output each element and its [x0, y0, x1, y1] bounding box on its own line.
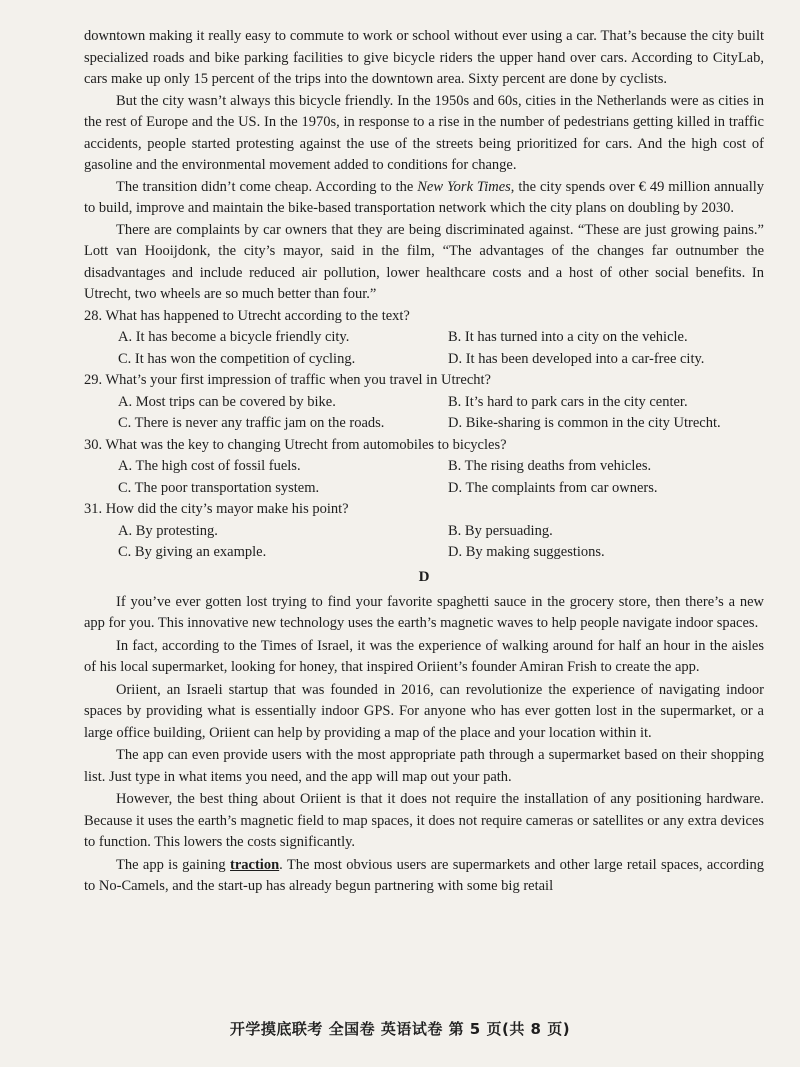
option-c: C. By giving an example.: [118, 544, 267, 560]
passage-d-paragraph-1: If you’ve ever gotten lost trying to find your favorite spaghetti sauce in the grocery store, then there’s a new app for you. This innovative new technology uses the earth’s magnetic waves to help people navigate indoor spaces.: [84, 593, 764, 631]
option-c: C. The poor transportation system.: [118, 479, 320, 496]
option-a: A. Most trips can be covered by bike.: [118, 393, 336, 410]
options: [84, 521, 764, 564]
question-stem: 28. What has happened to Utrecht according to the text?: [84, 307, 410, 324]
option-a: A. By protesting.: [118, 522, 218, 539]
option-b: B. By persuading.: [448, 522, 553, 539]
option-b: B. The rising deaths from vehicles.: [448, 458, 652, 474]
option-a: A. The high cost of fossil fuels.: [118, 458, 301, 474]
paragraph-3-text-b: , the city spends over € 49 million annually to build, improve and maintain the bike-based transportation network which the city plans on doubling by 2030.: [84, 178, 765, 216]
option-c: C. There is never any traffic jam on the roads.: [118, 415, 385, 431]
question-31: [84, 499, 764, 564]
option-d: D. By making suggestions.: [448, 544, 605, 560]
question-29: [84, 370, 764, 435]
question-stem: 29. What’s your first impression of traffic when you travel in Utrecht?: [84, 372, 491, 388]
options: [84, 392, 764, 435]
underlined-word: traction: [230, 856, 280, 873]
section-d-heading: D: [418, 568, 430, 585]
option-b: B. It’s hard to park cars in the city center.: [448, 393, 688, 410]
question-28: [84, 306, 764, 371]
paragraph-3-text-a: The transition didn’t come cheap. According to the: [116, 178, 418, 195]
passage-d-paragraph-3: Oriient, an Israeli startup that was founded in 2016, can revolutionize the experience of navigating indoor spaces by providing what is essentially indoor GPS. For anyone who has ever gotten lost in the supermarket, or a large office building, Oriient can help by providing a map of the place and your location within it.: [84, 681, 764, 741]
option-d: D. It has been developed into a car-free city.: [448, 350, 705, 367]
option-d: D. The complaints from car owners.: [448, 479, 658, 496]
options: [84, 456, 764, 499]
question-30: [84, 435, 764, 500]
page-content: [84, 26, 764, 898]
passage-d-paragraph-4: The app can even provide users with the most appropriate path through a supermarket based on their shopping list. Just type in what items you need, and the app will map out your path.: [84, 747, 764, 785]
passage-d-paragraph-2: In fact, according to the Times of Israel, it was the experience of walking around for half an hour in the aisles of his local supermarket, looking for honey, that inspired Oriient’s founder Amiran Frish to create the app.: [84, 637, 764, 675]
paragraph-6-text-a: The app is gaining: [116, 856, 231, 873]
option-b: B. It has turned into a city on the vehicle.: [448, 329, 688, 345]
passage-c-paragraph-4: There are complaints by car owners that they are being discriminated against. “These are just growing pains.” Lott van Hooijdonk, the city’s mayor, said in the film, “The advantages of the changes far outnumber the disadvantages and include reduced air pollution, lower healthcare costs and a host of other social benefits. In Utrecht, two wheels are so much better than four.”: [84, 221, 764, 302]
section-d-passage: [84, 592, 764, 898]
newspaper-title: New York Times: [417, 178, 511, 195]
passage-d-paragraph-6: [84, 855, 764, 898]
options: [84, 327, 764, 370]
passage-c-paragraph-1: downtown making it really easy to commute to work or school without ever using a car. That’s because the city built specialized roads and bike parking facilities to give bicycle riders the upper hand over cars. According to CityLab, cars make up only 15 percent of the trips into the downtown area. Sixty percent are done by cyclists.: [84, 28, 764, 87]
question-stem: 30. What was the key to changing Utrecht from automobiles to bicycles?: [84, 436, 507, 453]
paragraph-6-text-b: . The most obvious users are supermarkets and other large retail spaces, according to No-Camels, and the start-up has already begun partnering with some big retail: [84, 856, 764, 894]
option-a: A. It has become a bicycle friendly city.: [118, 329, 350, 345]
passage-c-paragraph-2: But the city wasn’t always this bicycle friendly. In the 1950s and 60s, cities in the Netherlands were as cities in the rest of Europe and the US. In the 1970s, in response to a rise in the number of pedestrians getting killed in traffic accidents, people started protesting against the use of the streets being prioritized for cars. And the high cost of gasoline and the environmental movement added to conditions for change.: [84, 92, 764, 173]
option-d: D. Bike-sharing is common in the city Utrecht.: [448, 415, 721, 431]
question-stem: 31. How did the city’s mayor make his point?: [84, 501, 349, 517]
option-c: C. It has won the competition of cycling.: [118, 350, 356, 367]
passage-d-paragraph-5: However, the best thing about Oriient is that it does not require the installation of any positioning hardware. Because it uses the earth’s magnetic field to map spaces, it does not require cameras or satellites or any extra devices to function. This lowers the costs significantly.: [84, 791, 764, 850]
page-footer: 开学摸底联考 全国卷 英语试卷 第 5 页(共 8 页): [229, 1020, 571, 1038]
passage-c-paragraph-3: [84, 177, 764, 220]
